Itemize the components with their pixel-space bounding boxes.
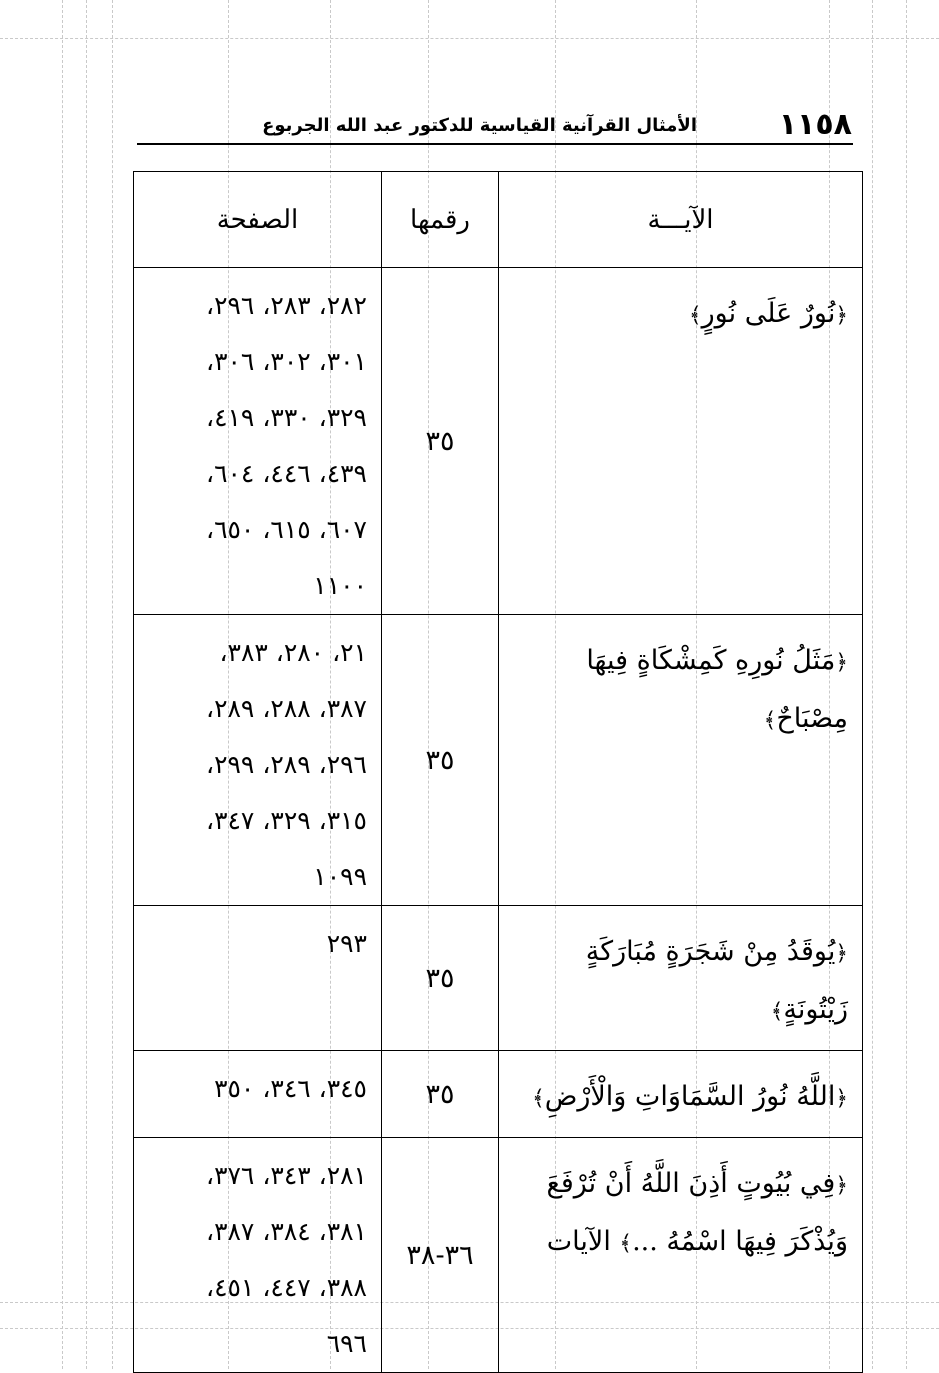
running-title: الأمثال القرآنية القياسية للدكتور عبد الله الجربوع xyxy=(262,115,697,136)
page-refs-line: ٦٠٧، ٦١٥، ٦٥٠، xyxy=(206,515,367,544)
verse-text: فِي بُيُوتٍ أَذِنَ اللَّهُ أَنْ تُرْفَعَ xyxy=(546,1168,836,1199)
page-refs-line: ٣٨١، ٣٨٤، ٣٨٧، xyxy=(206,1217,367,1246)
page-refs-line: ٤٣٩، ٤٤٦، ٦٠٤، xyxy=(206,459,367,488)
verse-text: يُوقَدُ مِنْ شَجَرَةٍ مُبَارَكَةٍ زَيْتُونَةٍ xyxy=(585,936,848,1025)
table-row xyxy=(134,1051,863,1138)
table-row xyxy=(134,615,863,906)
pages-cell xyxy=(134,1138,382,1373)
table-row xyxy=(134,268,863,615)
table-header-row xyxy=(134,172,863,268)
pages-cell xyxy=(134,1051,382,1138)
column-header-pages: الصفحة xyxy=(134,172,382,268)
table-row xyxy=(134,906,863,1051)
page-refs-line: ١٠٩٩ xyxy=(313,862,367,891)
page-refs-line: ٣٢٩، ٣٣٠، ٤١٩، xyxy=(206,403,367,432)
page-refs-line: ٢٨١، ٣٤٣، ٣٧٦، xyxy=(206,1161,367,1190)
column-header-verse: الآيـــة xyxy=(499,172,863,268)
page-refs-line: ٢١، ٢٨٠، ٣٨٣، xyxy=(219,638,367,667)
verse-cell: ﴿نُورٌ عَلَى نُورٍ﴾ xyxy=(499,268,863,615)
pages-cell xyxy=(134,268,382,615)
page-number: ١١٥٨ xyxy=(778,107,852,142)
verse-text: اللَّهُ نُورُ السَّمَاوَاتِ وَالْأَرْضِ xyxy=(544,1081,836,1112)
page-refs-line: ٢٩٣ xyxy=(326,929,367,958)
verse-text: مَثَلُ نُورِهِ كَمِشْكَاةٍ فِيهَا مِصْبَاحٌ xyxy=(586,645,848,734)
page-refs-line: ٣٤٥، ٣٤٦، ٣٥٠ xyxy=(214,1074,367,1103)
verse-text: نُورٌ عَلَى نُورٍ xyxy=(701,298,836,329)
verse-cell: ﴿يُوقَدُ مِنْ شَجَرَةٍ مُبَارَكَةٍ زَيْتُونَةٍ﴾ xyxy=(499,906,863,1051)
page-refs-line: ٣١٥، ٣٢٩، ٣٤٧، xyxy=(206,806,367,835)
verse-suffix: الآيات xyxy=(546,1226,611,1257)
verse-number: ٣٥ xyxy=(382,615,499,906)
page-refs-line: ٣٠١، ٣٠٢، ٣٠٦، xyxy=(206,347,367,376)
pages-cell xyxy=(134,906,382,1051)
table-row xyxy=(134,1138,863,1373)
verse-text: وَيُذْكَرَ فِيهَا اسْمُهُ ... xyxy=(632,1226,848,1257)
page-refs-line: ٢٩٦، ٢٨٩، ٢٩٩، xyxy=(206,750,367,779)
verse-cell: ﴿فِي بُيُوتٍ أَذِنَ اللَّهُ أَنْ تُرْفَعَ وَيُذْكَرَ فِيهَا اسْمُهُ ...﴾ الآيات xyxy=(499,1138,863,1373)
page-refs-line: ١١٠٠ xyxy=(313,571,367,600)
verse-number: ٣٥ xyxy=(382,268,499,615)
verse-cell: ﴿اللَّهُ نُورُ السَّمَاوَاتِ وَالْأَرْضِ﴾ xyxy=(499,1051,863,1138)
pages-cell xyxy=(134,615,382,906)
verse-number: ٣٦-٣٨ xyxy=(382,1138,499,1373)
verse-number: ٣٥ xyxy=(382,1051,499,1138)
verse-cell: ﴿مَثَلُ نُورِهِ كَمِشْكَاةٍ فِيهَا مِصْبَاحٌ﴾ xyxy=(499,615,863,906)
column-header-number: رقمها xyxy=(382,172,499,268)
page-refs-line: ٣٨٧، ٢٨٨، ٢٨٩، xyxy=(206,694,367,723)
page-refs-line: ٢٨٢، ٢٨٣، ٢٩٦، xyxy=(206,291,367,320)
verse-index-table xyxy=(133,171,863,1373)
page-refs-line: ٣٨٨، ٤٤٧، ٤٥١، xyxy=(206,1273,367,1302)
page-refs-line: ٦٩٦ xyxy=(326,1329,367,1358)
page-header xyxy=(138,107,852,142)
verse-number: ٣٥ xyxy=(382,906,499,1051)
header-rule xyxy=(137,143,853,145)
